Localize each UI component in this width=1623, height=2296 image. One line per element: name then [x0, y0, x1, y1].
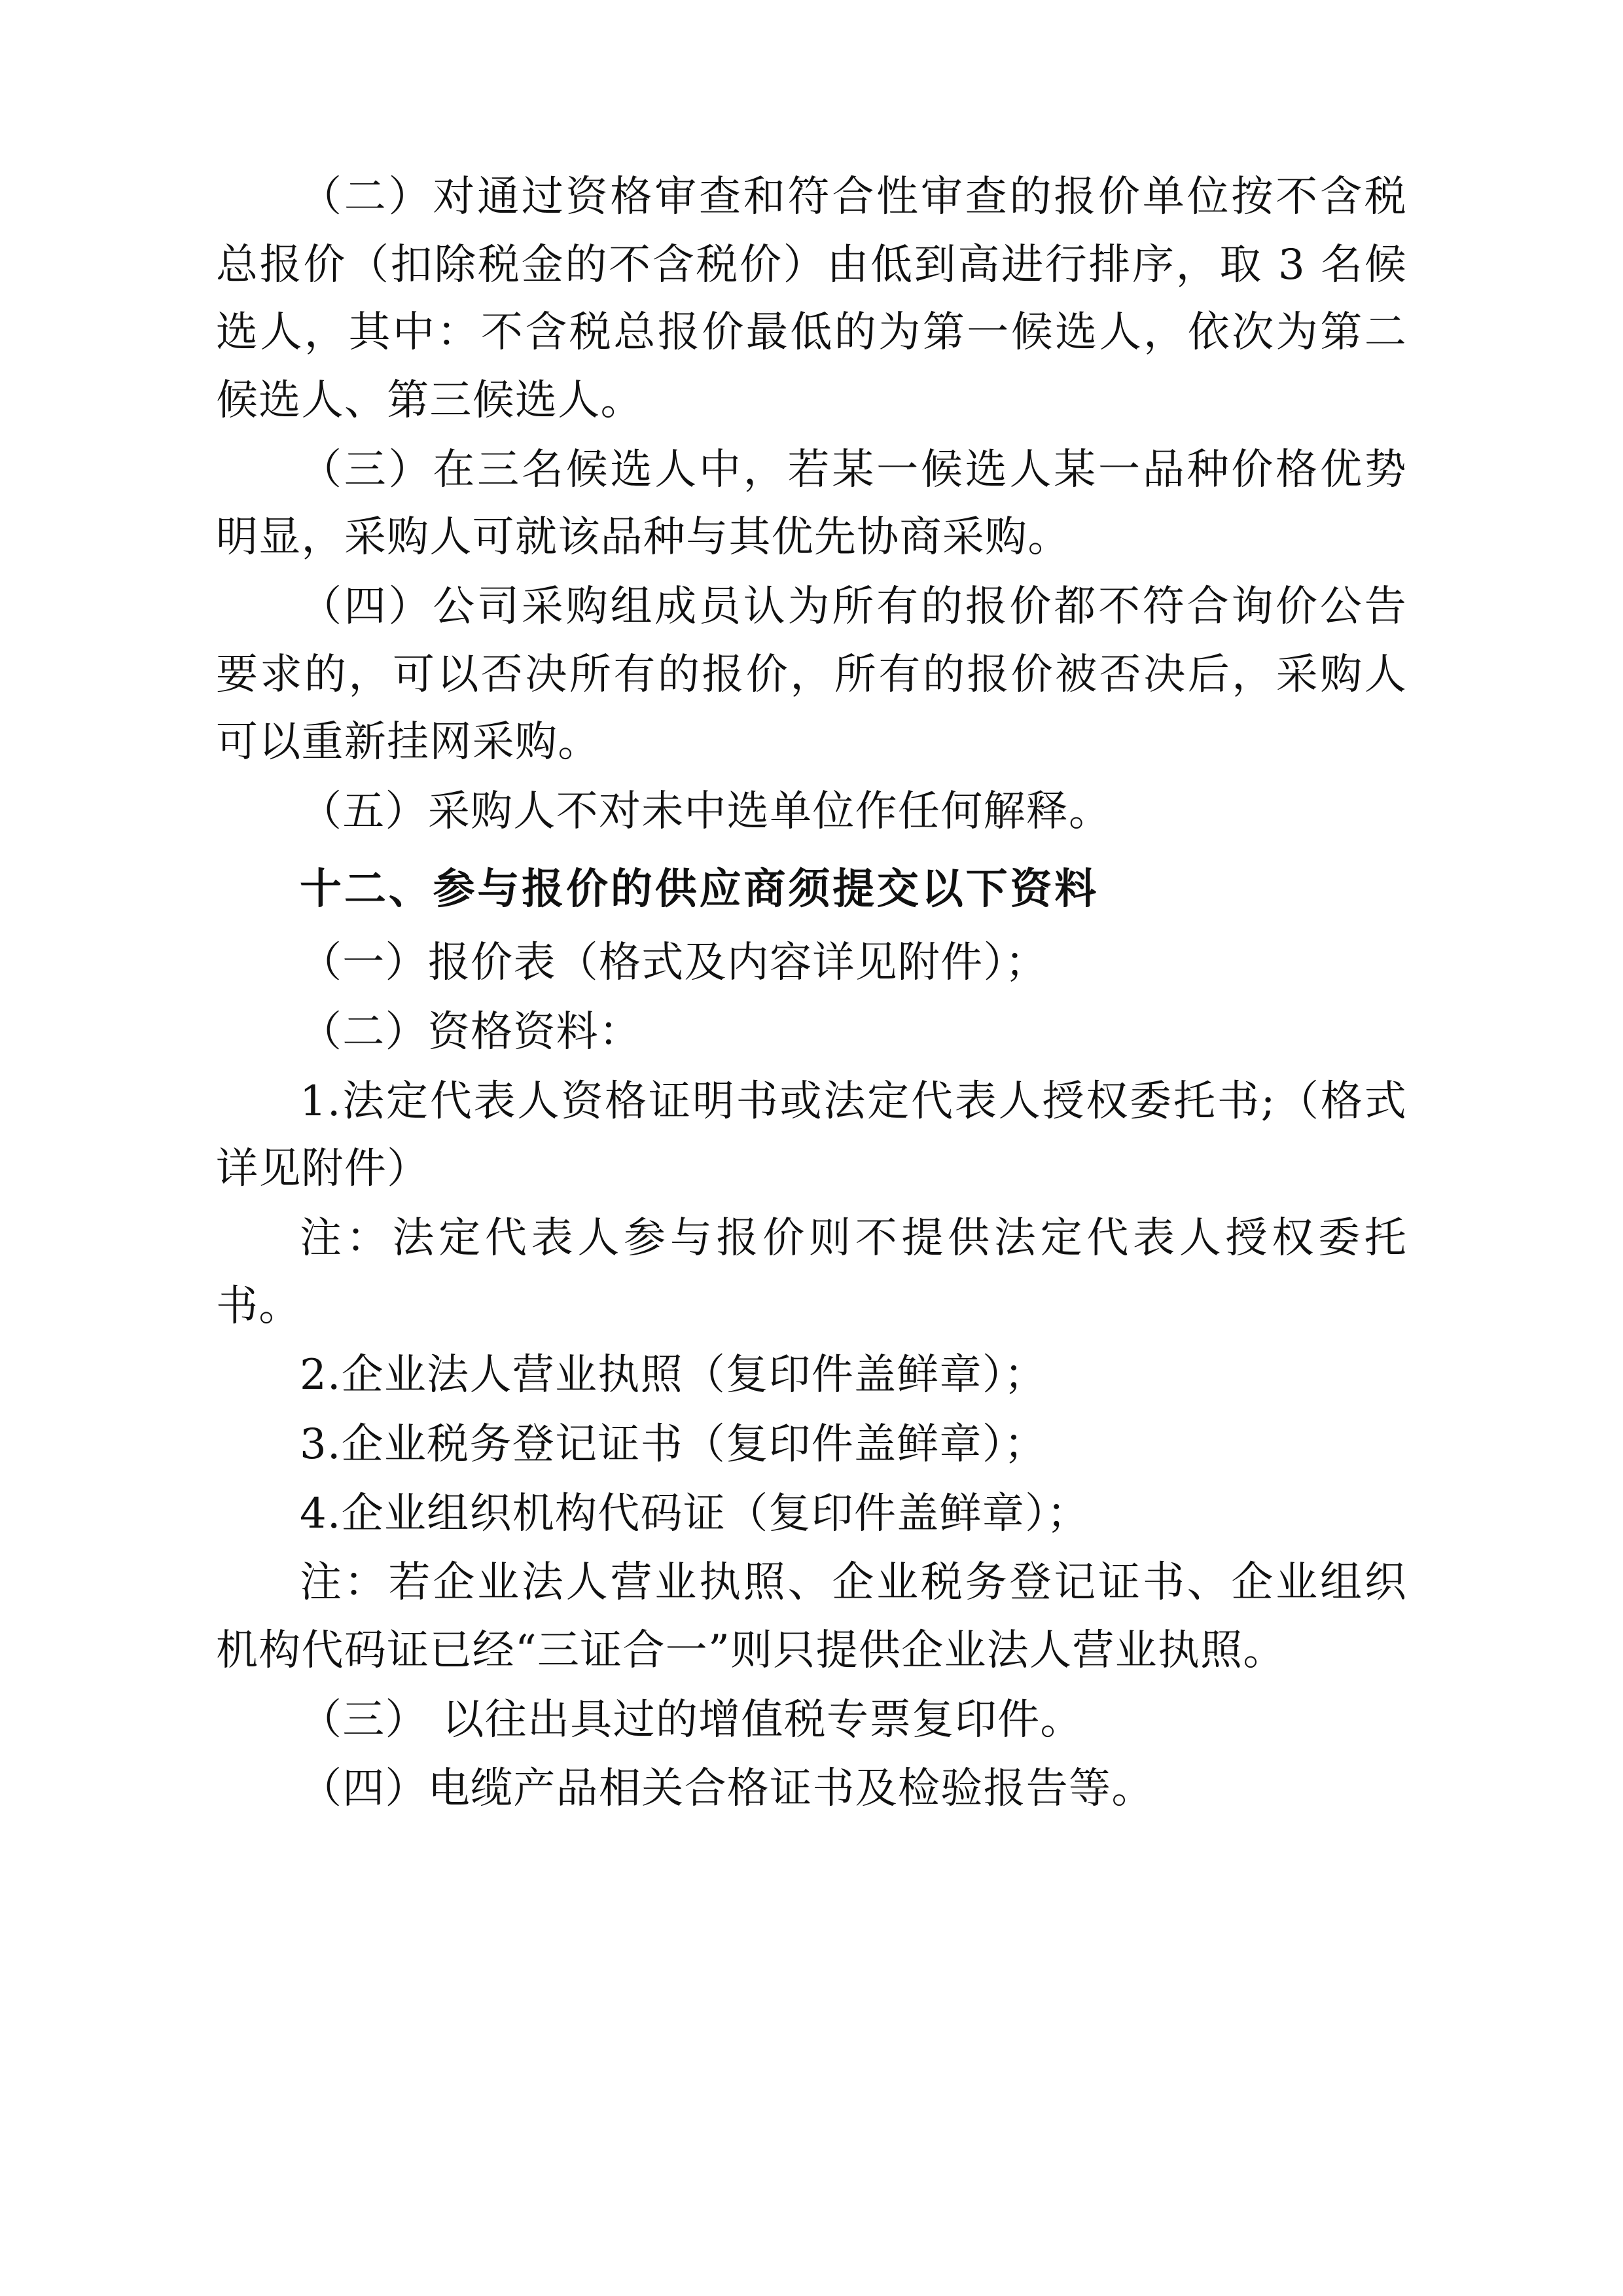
list-item-submission-1: （一）报价表（格式及内容详见附件）； — [300, 939, 1048, 988]
note-legal-representative: 注：法定代表人参与报价则不提供法定代表人授权委托书。 — [216, 1214, 1407, 1331]
paragraph-clause-4: （四）公司采购组成员认为所有的报价都不符合询价公告要求的，可以否决所有的报价，所有的报价被否决后，采购人可以重新挂网采购。 — [216, 583, 1407, 767]
list-item-qualification-1: 1.法定代表人资格证明书或法定代表人授权委托书;（格式详见附件） — [216, 1077, 1407, 1194]
list-item-submission-4: （四）电缆产品相关合格证书及检验报告等。 — [300, 1765, 1154, 1814]
paragraph-clause-3: （三）在三名候选人中，若某一候选人某一品种价格优势明显，采购人可就该品种与其优先协商采购。 — [216, 445, 1407, 562]
list-item-qualification-3: 3.企业税务登记证书（复印件盖鲜章）； — [300, 1420, 1047, 1469]
list-item-qualification-2: 2.企业法人营业执照（复印件盖鲜章）； — [300, 1351, 1047, 1400]
list-item-submission-3: （三） 以往出具过的增值税专票复印件。 — [300, 1695, 1083, 1744]
list-item-submission-2: （二）资格资料： — [300, 1008, 642, 1057]
document-body — [216, 164, 1407, 1823]
paragraph-clause-2: （二）对通过资格审查和符合性审查的报价单位按不含税总报价（扣除税金的不含税价）由低到高进行排序，取 3 名候选人，其中：不含税总报价最低的为第一候选人，依次为第二候选人、第三候选人。 — [216, 173, 1407, 425]
paragraph-clause-5: （五）采购人不对未中选单位作任何解释。 — [300, 787, 1112, 836]
note-three-in-one-license: 注：若企业法人营业执照、企业税务登记证书、企业组织机构代码证已经“三证合一”则只提供企业法人营业执照。 — [216, 1558, 1407, 1676]
list-item-qualification-4: 4.企业组织机构代码证（复印件盖鲜章）； — [300, 1489, 1090, 1538]
section-heading-twelve: 十二、参与报价的供应商须提交以下资料 — [300, 864, 1099, 914]
